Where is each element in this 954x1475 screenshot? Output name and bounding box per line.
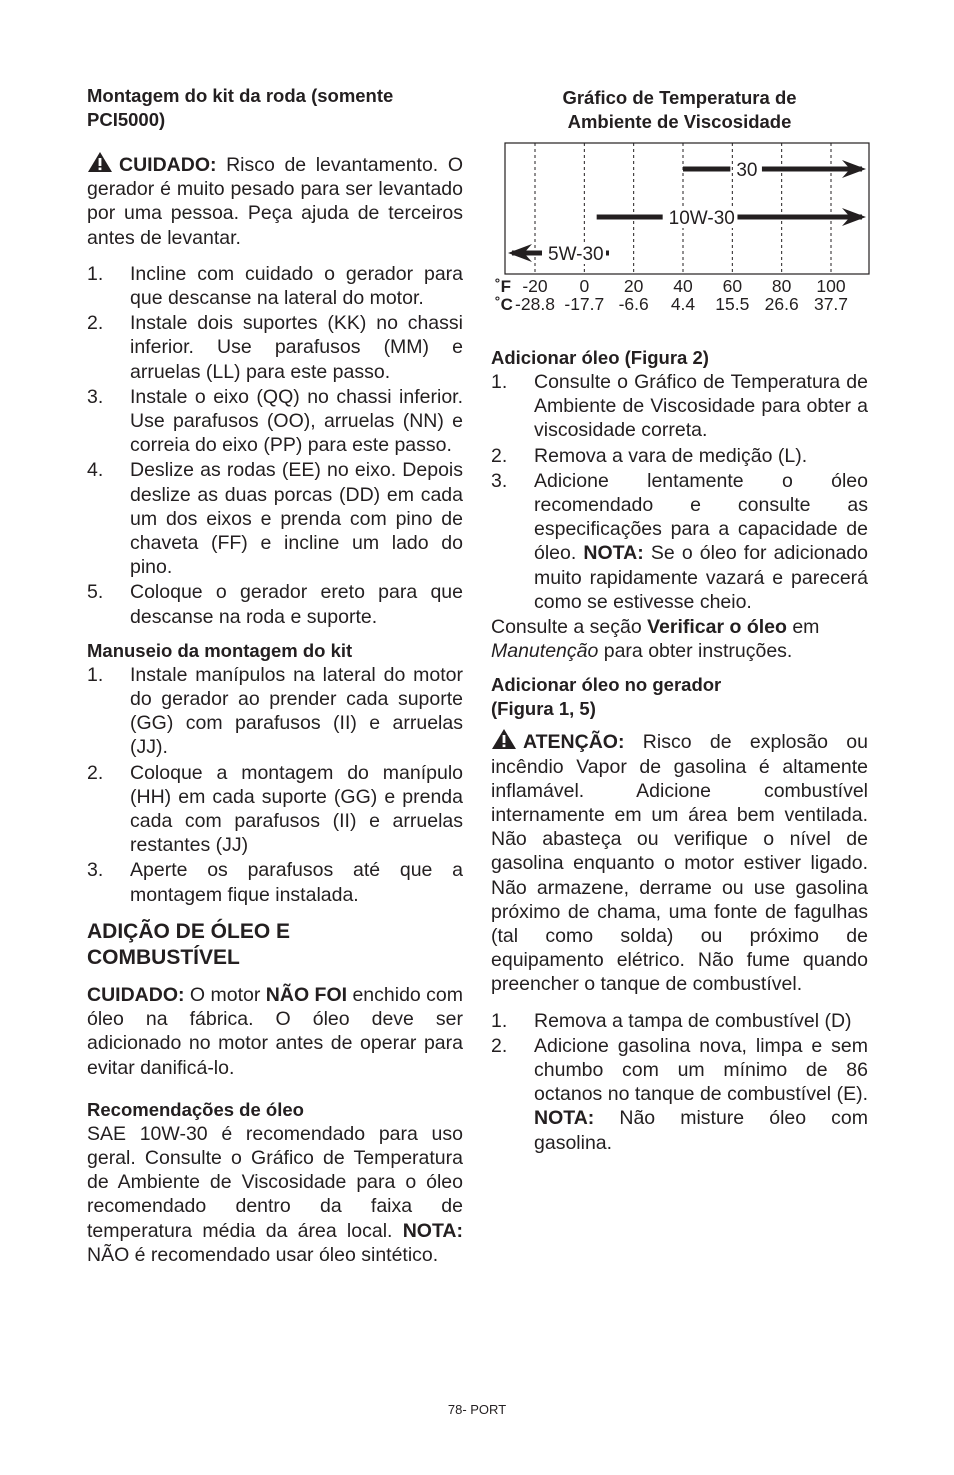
series-label: 30 bbox=[736, 160, 758, 181]
add-fuel-heading: Adicionar óleo no gerador (Figura 1, 5) bbox=[491, 674, 722, 720]
list-item: 1. Consulte o Gráfico de Temperatura de Ambiente de Viscosidade para obter a viscosidade correta. bbox=[491, 371, 868, 442]
tick-label-f: 40 bbox=[673, 276, 693, 296]
chart-bars bbox=[508, 158, 866, 265]
add-fuel-steps bbox=[491, 1009, 868, 1155]
list-item: 3. Adicione lentamente o óleo recomendado e consulte as especificações para a capacidade de óleo. NOTA: Se o óleo for adicionado muito rapidamente vazará e parecerá como se estivesse cheio. bbox=[491, 469, 868, 613]
warning-icon bbox=[491, 728, 517, 750]
list-item: 2. Remova a vara de medição (L). bbox=[491, 444, 808, 467]
check-oil-reference: Consulte a seção Verificar o óleo em Manutenção para obter instruções. bbox=[491, 616, 820, 663]
tick-label-f: 60 bbox=[722, 276, 743, 296]
tick-label-c: -17.7 bbox=[564, 294, 605, 314]
tick-label-f: 0 bbox=[579, 276, 590, 296]
series-label: 5W-30 bbox=[548, 244, 604, 265]
lifting-caution: CUIDADO: Risco de levantamento. O gerador é muito pesado para ser levantado por uma pessoa. Peça ajuda de terceiros antes de levantar. bbox=[87, 151, 463, 250]
list-item: 2. Coloque a montagem do manípulo (HH) em cada suporte (GG) e prenda cada com parafusos (II) e arruelas restantes (JJ) bbox=[87, 761, 463, 857]
chart-title: Gráfico de Temperatura de Ambiente de Viscosidade bbox=[562, 87, 797, 132]
tick-label-c: -28.8 bbox=[515, 294, 555, 314]
list-item: 2. Instale dois suportes (KK) no chassi inferior. Use parafusos (MM) e arruelas (LL) para este passo. bbox=[87, 312, 463, 383]
list-item: 4. Deslize as rodas (EE) no eixo. Depois deslize as duas porcas (DD) em cada um dos eixos e prenda com pino de chaveta (FF) e incline um lado do pino. bbox=[87, 459, 463, 579]
list-item: 1. Incline com cuidado o gerador para que descanse na lateral do motor. bbox=[87, 262, 463, 310]
list-item: 2. Adicione gasolina nova, limpa e sem chumbo com um mínimo de 86 octanos no tanque de combustível (E). NOTA: Não misture óleo com gasolina. bbox=[491, 1034, 868, 1154]
tick-label-f: -20 bbox=[522, 276, 548, 296]
tick-label-c: 15.5 bbox=[715, 294, 750, 314]
add-oil-steps bbox=[491, 370, 868, 614]
tick-label-f: 100 bbox=[816, 276, 846, 296]
wheel-kit-heading: Montagem do kit da roda (somente PCI5000) bbox=[87, 85, 394, 130]
tick-label-c: 26.6 bbox=[764, 294, 799, 314]
tick-label-c: -6.6 bbox=[618, 294, 649, 314]
oil-fuel-heading: ADIÇÃO DE ÓLEO E COMBUSTÍVEL bbox=[87, 919, 291, 969]
unit-f-label: ˚F bbox=[495, 277, 512, 296]
wheel-kit-steps bbox=[87, 262, 463, 629]
handle-kit-heading: Manuseio da montagem do kit bbox=[87, 639, 353, 661]
series-10W-30 bbox=[597, 206, 866, 229]
tick-label-c: 37.7 bbox=[813, 294, 849, 314]
handle-kit-steps bbox=[87, 663, 463, 907]
page-number: 78- PORT bbox=[447, 1402, 507, 1417]
warning-icon bbox=[87, 151, 113, 173]
list-item: 3. Aperte os parafusos até que a montagem fique instalada. bbox=[87, 859, 463, 906]
unit-c-label: ˚C bbox=[495, 295, 513, 314]
list-item: 1. Remova a tampa de combustível (D) bbox=[491, 1009, 852, 1032]
series-5W-30 bbox=[508, 242, 609, 265]
tick-label-f: 20 bbox=[623, 276, 644, 296]
oil-recommendations-heading: Recomendações de óleo bbox=[87, 1098, 304, 1120]
series-label: 10W-30 bbox=[668, 208, 735, 229]
oil-caution: CUIDADO: O motor NÃO FOI enchido com óleo na fábrica. O óleo deve ser adicionado no motor antes de operar para evitar danificá-lo. bbox=[87, 983, 464, 1079]
add-oil-heading: Adicionar óleo (Figura 2) bbox=[491, 347, 709, 368]
list-item: 5. Coloque o gerador ereto para que descanse na roda e suporte. bbox=[87, 581, 463, 628]
left-column bbox=[87, 84, 463, 1267]
tick-label-c: 4.4 bbox=[670, 294, 696, 314]
list-item: 1. Instale manípulos na lateral do motor do gerador ao prender cada suporte (GG) com parafusos (II) e arruelas (JJ). bbox=[87, 663, 463, 759]
chart-ticks bbox=[495, 276, 848, 314]
viscosity-chart bbox=[491, 139, 871, 319]
series-30 bbox=[683, 158, 866, 181]
oil-recommendations-text: SAE 10W-30 é recomendado para uso geral. Consulte o Gráfico de Temperatura de Ambiente de Viscosidade para o óleo recomendado dentro da faixa de temperatura média da área local. NOTA: NÃO é recomendado usar óleo sintético. bbox=[87, 1122, 463, 1266]
right-column bbox=[491, 84, 868, 1156]
fuel-warning: ATENÇÃO: Risco de explosão ou incêndio Vapor de gasolina é altamente inflamável. Adicione combustível internamente em um área bem ventilada. Não abasteça ou verifique o nível de gasolina enquanto o motor estiver ligado. Não armazene, derrame ou use gasolina próximo de chama, uma fonte de fagulhas (tal como solda) ou próximo de equipamento elétrico. Não fume quando preencher o tanque de combustível. bbox=[491, 728, 868, 996]
tick-label-f: 80 bbox=[771, 276, 792, 296]
list-item: 3. Instale o eixo (QQ) no chassi inferior. Use parafusos (OO), arruelas (NN) e correia do eixo (PP) para este passo. bbox=[87, 385, 463, 457]
